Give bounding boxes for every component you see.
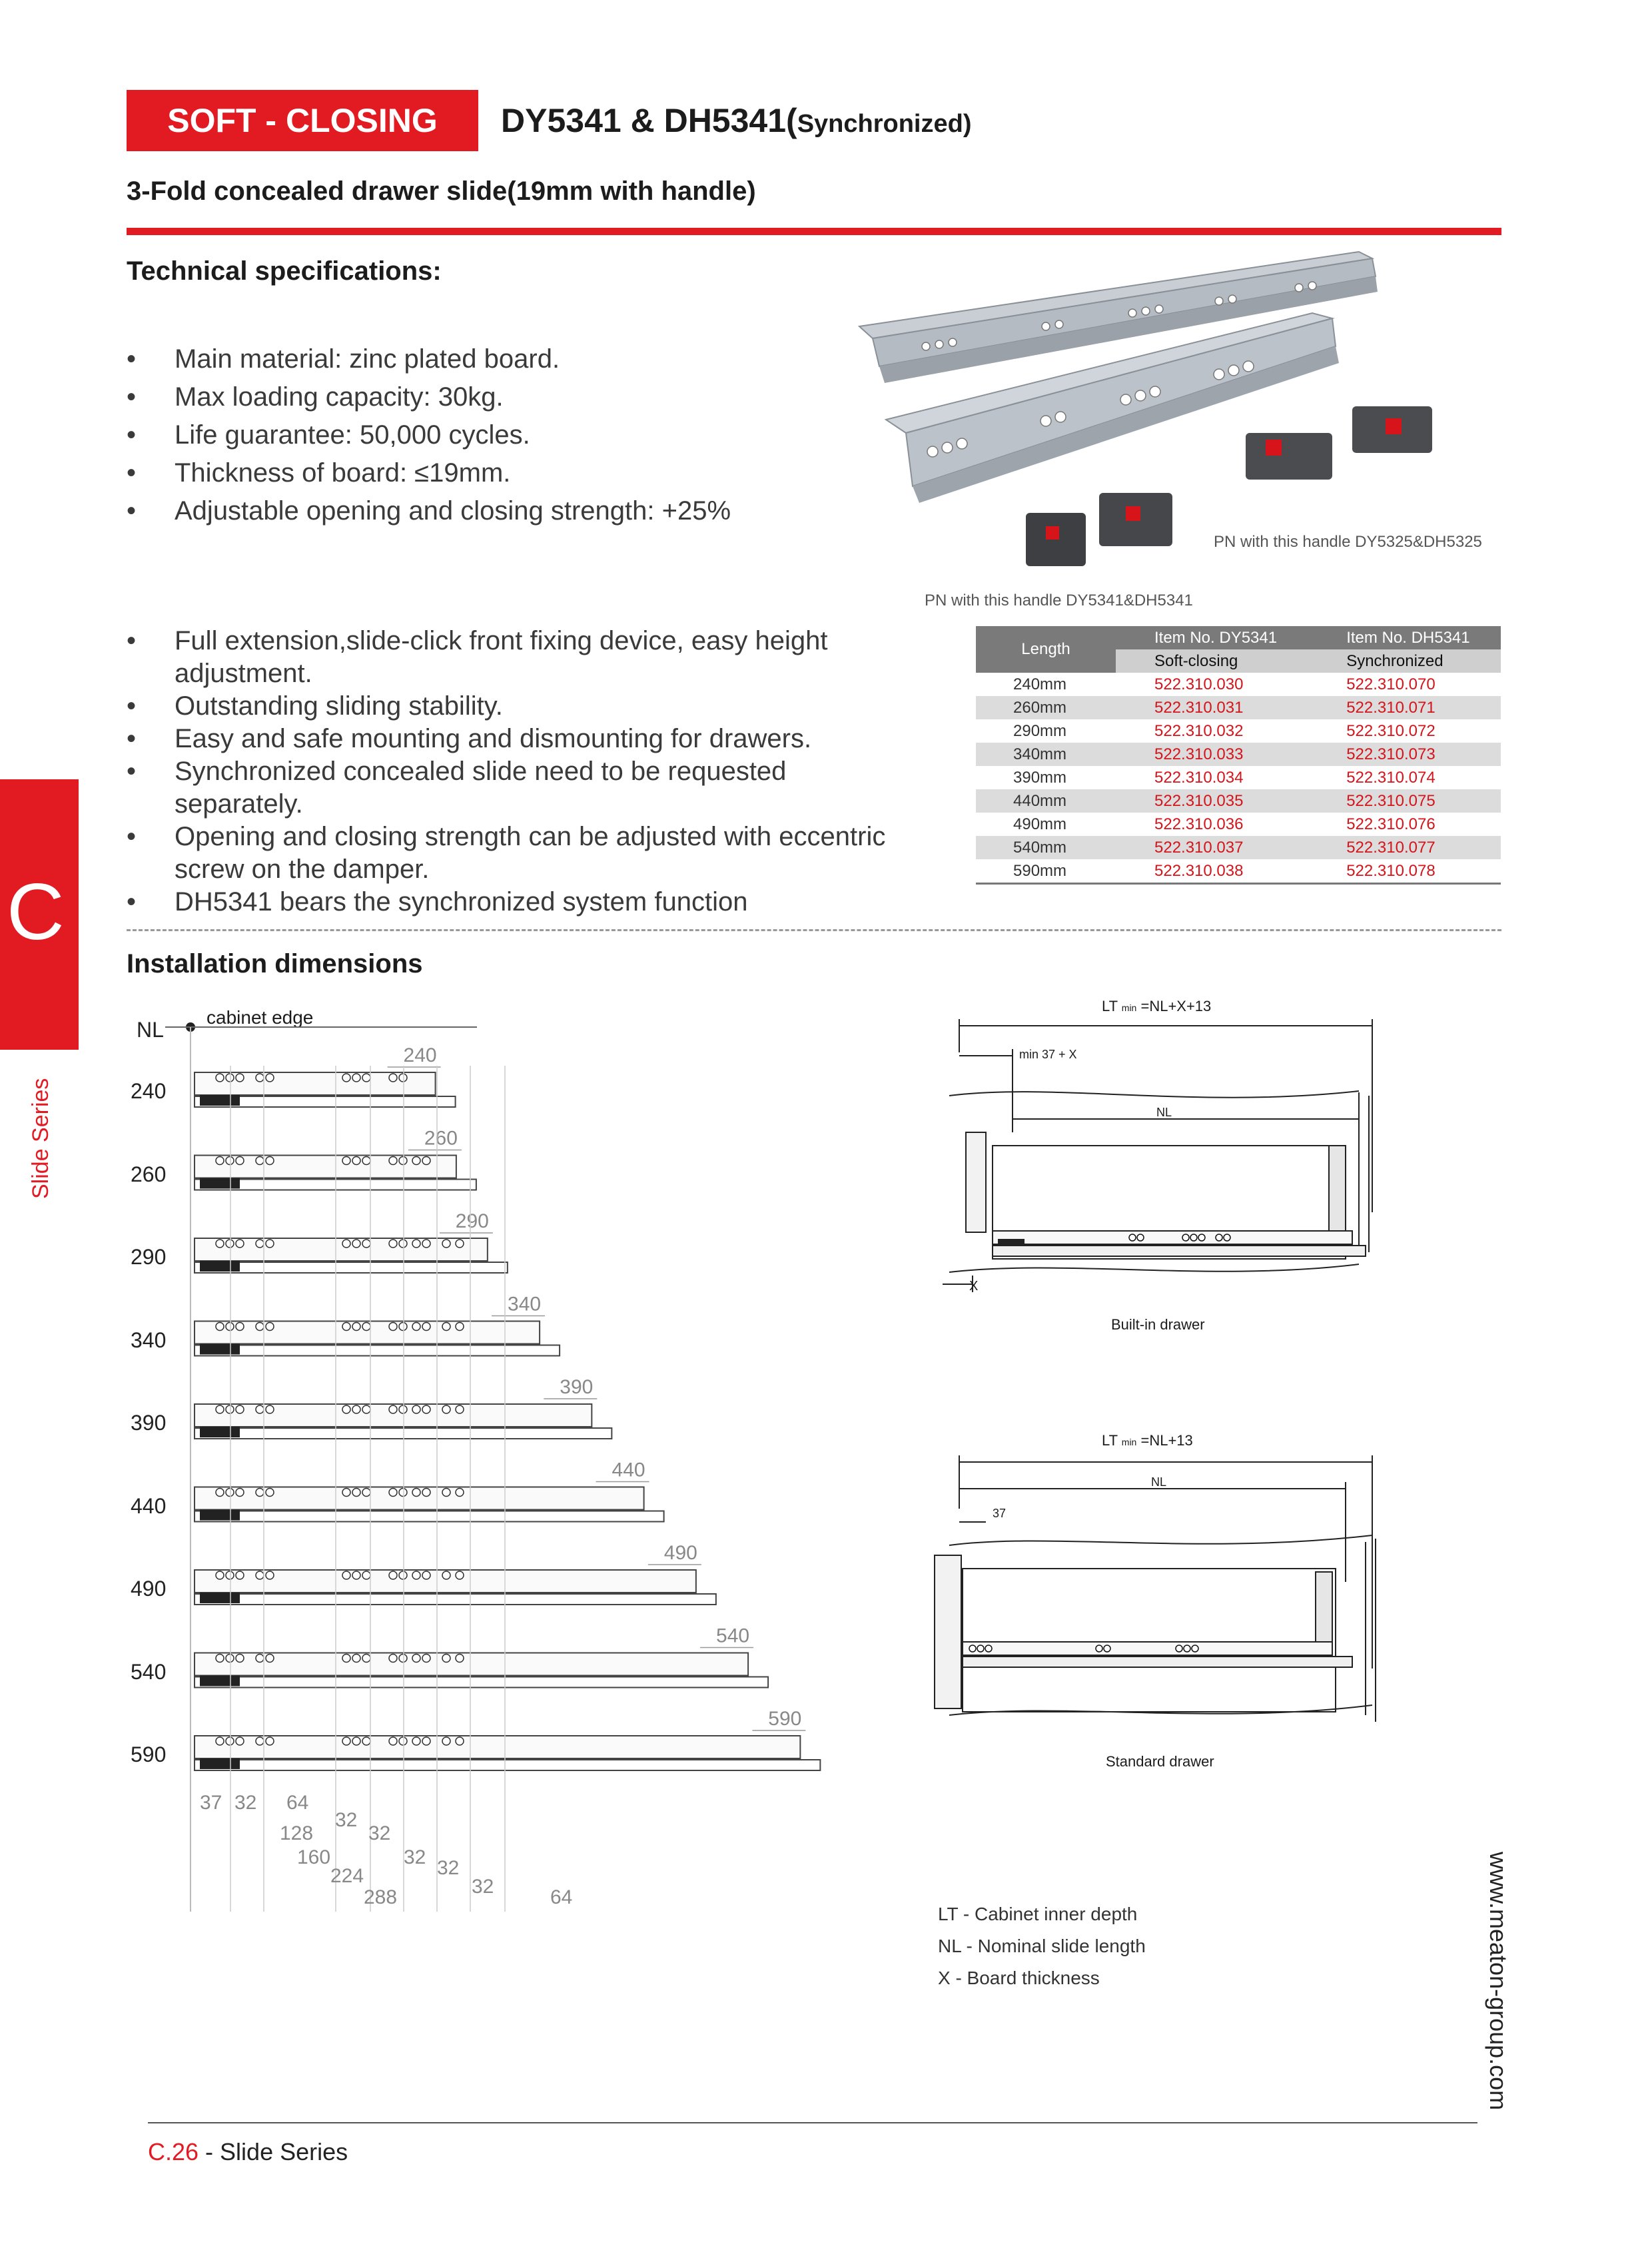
mount-hole bbox=[362, 1737, 370, 1745]
damper bbox=[200, 1510, 240, 1521]
col-header-dh: Item No. DH5341 bbox=[1308, 626, 1501, 649]
mount-hole bbox=[226, 1240, 234, 1248]
mount-hole bbox=[389, 1323, 397, 1331]
slide-rail bbox=[195, 1594, 716, 1605]
mount-hole bbox=[362, 1655, 370, 1663]
bottom-dimension-label: 160 bbox=[297, 1846, 331, 1868]
slide-length-label: 260 bbox=[424, 1127, 458, 1150]
cell-dy: 522.310.038 bbox=[1116, 859, 1308, 884]
mount-hole bbox=[362, 1571, 370, 1579]
damper bbox=[200, 1261, 240, 1272]
footer-text: - Slide Series bbox=[199, 2138, 348, 2165]
slide-length-label: 440 bbox=[612, 1459, 645, 1481]
product-subtitle: 3-Fold concealed drawer slide(19mm with handle) bbox=[127, 177, 756, 206]
slide-length-label: 540 bbox=[716, 1625, 750, 1647]
bottom-dimension-label: 32 bbox=[234, 1792, 257, 1814]
mount-hole bbox=[456, 1323, 464, 1331]
cell-length: 240mm bbox=[1013, 675, 1067, 693]
mount-hole bbox=[412, 1240, 420, 1248]
cell-dh: 522.310.074 bbox=[1346, 768, 1436, 787]
category-badge: SOFT - CLOSING bbox=[127, 90, 478, 151]
row-length-label: 260 bbox=[131, 1162, 167, 1186]
bullet-dot: • bbox=[127, 382, 137, 412]
bullet-text: Opening and closing strength can be adjusted with eccentric screw on the damper. bbox=[175, 822, 886, 884]
mount-hole bbox=[236, 1405, 244, 1413]
mount-hole bbox=[362, 1074, 370, 1082]
damper bbox=[200, 1427, 240, 1437]
mount-hole bbox=[236, 1157, 244, 1165]
mount-hole bbox=[256, 1405, 264, 1413]
mount-hole bbox=[399, 1323, 407, 1331]
bullet-text: Main material: zinc plated board. bbox=[175, 344, 560, 374]
mount-hole bbox=[362, 1157, 370, 1165]
cabinet-edge-label: cabinet edge bbox=[206, 1007, 314, 1028]
cell-dy: 522.310.034 bbox=[1154, 768, 1244, 787]
mount-hole bbox=[456, 1571, 464, 1579]
bottom-dimension-label: 224 bbox=[330, 1865, 364, 1887]
row-length-label: 540 bbox=[131, 1659, 167, 1684]
row-length-label: 390 bbox=[131, 1411, 167, 1435]
slide-rail bbox=[195, 1511, 664, 1522]
mount-hole bbox=[352, 1489, 360, 1497]
mount-hole bbox=[399, 1157, 407, 1165]
cell-length: 390mm bbox=[1013, 768, 1067, 787]
slide-length-label: 240 bbox=[403, 1044, 437, 1066]
builtin-min-label: min 37 + X bbox=[1019, 1048, 1077, 1061]
bottom-dimension-label: 64 bbox=[550, 1886, 573, 1908]
mount-hole bbox=[342, 1157, 350, 1165]
slide-rail bbox=[195, 1760, 820, 1770]
slide-length-diagram bbox=[0, 0, 866, 1932]
mount-hole bbox=[389, 1655, 397, 1663]
builtin-nl-label: NL bbox=[1156, 1106, 1172, 1119]
table-row bbox=[976, 719, 1501, 743]
mount-hole bbox=[266, 1323, 274, 1331]
mount-hole bbox=[226, 1655, 234, 1663]
mount-hole bbox=[342, 1323, 350, 1331]
mount-hole bbox=[342, 1489, 350, 1497]
mount-hole bbox=[412, 1571, 420, 1579]
slide-body bbox=[195, 1736, 800, 1758]
mount-hole bbox=[342, 1074, 350, 1082]
cell-dh: 522.310.072 bbox=[1346, 721, 1436, 740]
website-url: www.meaton-group.com bbox=[1485, 1852, 1512, 2111]
damper bbox=[200, 1095, 240, 1106]
mount-hole bbox=[236, 1074, 244, 1082]
mount-hole bbox=[389, 1240, 397, 1248]
bottom-dimension-label: 32 bbox=[335, 1809, 358, 1831]
mount-hole bbox=[442, 1240, 450, 1248]
row-length-label: 240 bbox=[131, 1079, 167, 1103]
slide-rail bbox=[195, 1262, 508, 1273]
standard-nl-label: NL bbox=[1151, 1475, 1167, 1489]
mount-hole bbox=[216, 1405, 224, 1413]
slide-length-label: 390 bbox=[560, 1376, 594, 1398]
table-row bbox=[976, 813, 1501, 836]
mount-hole bbox=[236, 1655, 244, 1663]
mount-hole bbox=[412, 1489, 420, 1497]
model-suffix: Synchronized) bbox=[797, 110, 972, 138]
mount-hole bbox=[399, 1489, 407, 1497]
bullet-dot: • bbox=[127, 757, 137, 786]
bottom-dimension-label: 32 bbox=[437, 1857, 460, 1879]
mount-hole bbox=[256, 1737, 264, 1745]
model-numbers: DY5341 & DH5341( bbox=[501, 102, 797, 139]
mount-hole bbox=[256, 1489, 264, 1497]
row-length-label: 490 bbox=[131, 1577, 167, 1601]
slide-length-label: 340 bbox=[508, 1293, 542, 1315]
mount-hole bbox=[226, 1737, 234, 1745]
item-number-table bbox=[976, 626, 1501, 885]
mount-hole bbox=[226, 1157, 234, 1165]
legend-nl: NL - Nominal slide length bbox=[938, 1936, 1146, 1956]
bottom-dimension-label: 32 bbox=[404, 1846, 426, 1868]
mount-hole bbox=[399, 1737, 407, 1745]
mount-hole bbox=[422, 1489, 430, 1497]
mount-hole bbox=[266, 1655, 274, 1663]
nl-label: NL bbox=[137, 1018, 164, 1042]
bottom-dimension-label: 288 bbox=[364, 1886, 398, 1908]
mount-hole bbox=[422, 1240, 430, 1248]
legend-x: X - Board thickness bbox=[938, 1968, 1100, 1988]
mount-hole bbox=[236, 1489, 244, 1497]
mount-hole bbox=[422, 1405, 430, 1413]
mount-hole bbox=[216, 1157, 224, 1165]
mount-hole bbox=[352, 1240, 360, 1248]
subheader-dh: Synchronized bbox=[1308, 649, 1501, 673]
bottom-dimension-label: 128 bbox=[280, 1822, 314, 1844]
cell-dy: 522.310.037 bbox=[1116, 836, 1308, 859]
mount-hole bbox=[266, 1405, 274, 1413]
cell-dy: 522.310.032 bbox=[1154, 721, 1244, 740]
bullet-dot: • bbox=[127, 458, 137, 488]
cell-length: 260mm bbox=[976, 696, 1116, 719]
mount-hole bbox=[412, 1655, 420, 1663]
mount-hole bbox=[266, 1157, 274, 1165]
damper bbox=[200, 1676, 240, 1686]
cell-dh: 522.310.077 bbox=[1308, 836, 1501, 859]
mount-hole bbox=[352, 1405, 360, 1413]
table-row bbox=[976, 789, 1501, 813]
mount-hole bbox=[442, 1489, 450, 1497]
mount-hole bbox=[216, 1489, 224, 1497]
mount-hole bbox=[236, 1737, 244, 1745]
cell-length: 590mm bbox=[976, 859, 1116, 884]
mount-hole bbox=[389, 1571, 397, 1579]
damper bbox=[200, 1178, 240, 1189]
page-number: C.26 bbox=[148, 2138, 199, 2165]
legend-lt: LT - Cabinet inner depth bbox=[938, 1904, 1138, 1924]
mount-hole bbox=[236, 1240, 244, 1248]
col-header-dy: Item No. DY5341 bbox=[1116, 626, 1308, 649]
table-row bbox=[976, 743, 1501, 766]
builtin-caption: Built-in drawer bbox=[1111, 1316, 1205, 1333]
bottom-dimension-label: 32 bbox=[472, 1876, 494, 1898]
cell-length: 490mm bbox=[1013, 815, 1067, 833]
mount-hole bbox=[422, 1737, 430, 1745]
mount-hole bbox=[442, 1571, 450, 1579]
mount-hole bbox=[236, 1571, 244, 1579]
mount-hole bbox=[362, 1405, 370, 1413]
mount-hole bbox=[362, 1489, 370, 1497]
cell-dy: 522.310.033 bbox=[1116, 743, 1308, 766]
bullet-text: Max loading capacity: 30kg. bbox=[175, 382, 504, 412]
mount-hole bbox=[256, 1655, 264, 1663]
slide-length-label: 590 bbox=[768, 1708, 802, 1730]
bullet-text: DH5341 bears the synchronized system function bbox=[175, 887, 748, 917]
mount-hole bbox=[412, 1157, 420, 1165]
mount-hole bbox=[442, 1737, 450, 1745]
table-row bbox=[976, 836, 1501, 859]
bullet-text: Outstanding sliding stability. bbox=[175, 691, 503, 721]
mount-hole bbox=[266, 1240, 274, 1248]
bullet-text: Thickness of board: ≤19mm. bbox=[175, 458, 511, 488]
mount-hole bbox=[389, 1737, 397, 1745]
mount-hole bbox=[352, 1737, 360, 1745]
bottom-dimension-label: 37 bbox=[200, 1792, 222, 1814]
bullet-dot: • bbox=[127, 420, 137, 450]
slide-length-label: 290 bbox=[455, 1210, 489, 1232]
row-length-label: 440 bbox=[131, 1493, 167, 1518]
tech-spec-title: Technical specifications: bbox=[127, 256, 442, 286]
section-letter: C bbox=[7, 867, 65, 956]
handle-illustration-left bbox=[1026, 493, 1172, 566]
handle-caption-right: PN with this handle DY5325&DH5325 bbox=[1214, 533, 1482, 551]
mount-hole bbox=[352, 1157, 360, 1165]
footer bbox=[148, 2138, 348, 2166]
cell-dh: 522.310.070 bbox=[1346, 675, 1436, 693]
mount-hole bbox=[352, 1074, 360, 1082]
bullet-dot: • bbox=[127, 626, 137, 655]
row-length-label: 340 bbox=[131, 1327, 167, 1352]
damper bbox=[200, 1758, 240, 1769]
subheader-dy: Soft-closing bbox=[1116, 649, 1308, 673]
mount-hole bbox=[226, 1405, 234, 1413]
mount-hole bbox=[389, 1157, 397, 1165]
bullet-text: Full extension,slide-click front fixing device, easy height adjustment. bbox=[175, 626, 828, 688]
mount-hole bbox=[442, 1655, 450, 1663]
mount-hole bbox=[399, 1074, 407, 1082]
bottom-dimension-label: 64 bbox=[286, 1792, 309, 1814]
bullet-dot: • bbox=[127, 496, 137, 526]
mount-hole bbox=[226, 1074, 234, 1082]
bullet-text: Easy and safe mounting and dismounting for drawers. bbox=[175, 724, 812, 753]
mount-hole bbox=[352, 1323, 360, 1331]
mount-hole bbox=[256, 1074, 264, 1082]
cell-length: 340mm bbox=[976, 743, 1116, 766]
mount-hole bbox=[216, 1240, 224, 1248]
cell-dy: 522.310.036 bbox=[1154, 815, 1244, 833]
bullet-dot: • bbox=[127, 344, 137, 374]
cell-dh: 522.310.075 bbox=[1308, 789, 1501, 813]
mount-hole bbox=[216, 1074, 224, 1082]
cell-dh: 522.310.073 bbox=[1308, 743, 1501, 766]
mount-hole bbox=[399, 1571, 407, 1579]
cell-length: 290mm bbox=[1013, 721, 1067, 740]
mount-hole bbox=[422, 1157, 430, 1165]
mount-hole bbox=[342, 1737, 350, 1745]
cell-dy: 522.310.030 bbox=[1154, 675, 1244, 693]
mount-hole bbox=[266, 1074, 274, 1082]
cell-dy: 522.310.035 bbox=[1116, 789, 1308, 813]
standard-37-label: 37 bbox=[993, 1507, 1007, 1520]
mount-hole bbox=[456, 1737, 464, 1745]
bullet-dot: • bbox=[127, 691, 137, 721]
mount-hole bbox=[342, 1405, 350, 1413]
mount-hole bbox=[389, 1074, 397, 1082]
bullet-dot: • bbox=[127, 822, 137, 851]
mount-hole bbox=[216, 1655, 224, 1663]
mount-hole bbox=[389, 1489, 397, 1497]
bullet-dot: • bbox=[127, 724, 137, 753]
cell-dh: 522.310.071 bbox=[1308, 696, 1501, 719]
mount-hole bbox=[422, 1571, 430, 1579]
mount-hole bbox=[256, 1323, 264, 1331]
mount-hole bbox=[399, 1240, 407, 1248]
table-row bbox=[976, 696, 1501, 719]
mount-hole bbox=[266, 1571, 274, 1579]
mount-hole bbox=[399, 1405, 407, 1413]
mount-hole bbox=[456, 1240, 464, 1248]
bottom-dimension-label: 32 bbox=[368, 1822, 391, 1844]
mount-hole bbox=[256, 1571, 264, 1579]
mount-hole bbox=[389, 1405, 397, 1413]
damper bbox=[200, 1593, 240, 1603]
mount-hole bbox=[456, 1405, 464, 1413]
mount-hole bbox=[342, 1571, 350, 1579]
mount-hole bbox=[456, 1655, 464, 1663]
slide-length-label: 490 bbox=[663, 1542, 697, 1564]
mount-hole bbox=[352, 1571, 360, 1579]
mount-hole bbox=[442, 1323, 450, 1331]
mount-hole bbox=[226, 1323, 234, 1331]
mount-hole bbox=[352, 1655, 360, 1663]
cell-length: 440mm bbox=[976, 789, 1116, 813]
slide-rail bbox=[195, 1428, 612, 1439]
mount-hole bbox=[236, 1323, 244, 1331]
mount-hole bbox=[266, 1737, 274, 1745]
bullet-text: Synchronized concealed slide need to be requested separately. bbox=[175, 757, 787, 819]
row-length-label: 290 bbox=[131, 1245, 167, 1269]
slide-rail bbox=[195, 1677, 768, 1688]
mount-hole bbox=[216, 1571, 224, 1579]
mount-hole bbox=[362, 1240, 370, 1248]
mount-hole bbox=[412, 1405, 420, 1413]
cell-dy: 522.310.031 bbox=[1116, 696, 1308, 719]
row-length-label: 590 bbox=[131, 1742, 167, 1766]
section-name: Slide Series bbox=[28, 1078, 53, 1199]
mount-hole bbox=[412, 1737, 420, 1745]
handle-illustration-right bbox=[1246, 406, 1432, 480]
builtin-x-label: X bbox=[969, 1279, 979, 1294]
cell-length: 540mm bbox=[976, 836, 1116, 859]
cell-dh: 522.310.076 bbox=[1346, 815, 1436, 833]
mount-hole bbox=[362, 1323, 370, 1331]
mount-hole bbox=[412, 1323, 420, 1331]
standard-drawer-diagram bbox=[933, 1449, 1399, 1742]
mount-hole bbox=[226, 1489, 234, 1497]
mount-hole bbox=[256, 1240, 264, 1248]
mount-hole bbox=[216, 1737, 224, 1745]
handle-caption-left: PN with this handle DY5341&DH5341 bbox=[925, 591, 1193, 609]
standard-caption: Standard drawer bbox=[1106, 1753, 1214, 1770]
table-row bbox=[976, 859, 1501, 884]
mount-hole bbox=[266, 1489, 274, 1497]
mount-hole bbox=[216, 1323, 224, 1331]
col-header-length: Length bbox=[976, 626, 1116, 673]
mount-hole bbox=[422, 1655, 430, 1663]
footer-divider bbox=[148, 2122, 1477, 2123]
mount-hole bbox=[342, 1240, 350, 1248]
table-row bbox=[976, 673, 1501, 696]
table-row bbox=[976, 766, 1501, 789]
builtin-drawer-diagram bbox=[933, 1012, 1399, 1306]
bullet-text: Life guarantee: 50,000 cycles. bbox=[175, 420, 530, 450]
mount-hole bbox=[422, 1323, 430, 1331]
damper bbox=[200, 1344, 240, 1355]
mount-hole bbox=[342, 1655, 350, 1663]
cell-dh: 522.310.078 bbox=[1308, 859, 1501, 884]
mount-hole bbox=[456, 1489, 464, 1497]
standard-formula: LT min =NL+13 bbox=[1102, 1432, 1193, 1449]
slide-body bbox=[195, 1653, 748, 1676]
mount-hole bbox=[399, 1655, 407, 1663]
builtin-formula: LT min =NL+X+13 bbox=[1102, 998, 1212, 1014]
bullet-text: Adjustable opening and closing strength: +25% bbox=[175, 496, 731, 526]
install-title: Installation dimensions bbox=[127, 949, 423, 978]
bullet-dot: • bbox=[127, 887, 137, 917]
mount-hole bbox=[442, 1405, 450, 1413]
mount-hole bbox=[226, 1571, 234, 1579]
mount-hole bbox=[256, 1157, 264, 1165]
